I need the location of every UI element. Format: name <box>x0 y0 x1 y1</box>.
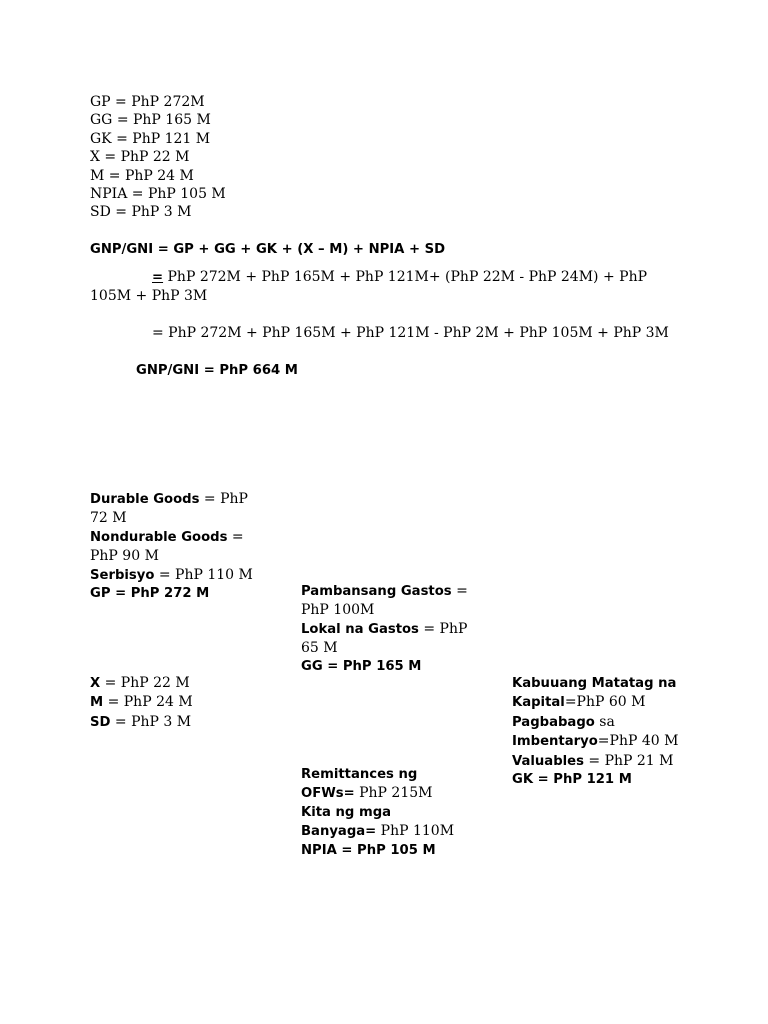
kita-ng-mga-label: Kita ng mga <box>301 804 392 820</box>
column-gg <box>301 582 501 676</box>
variable-npia: NPIA = PhP 105 M <box>90 186 226 203</box>
durable-goods-value: = PhP <box>199 491 248 507</box>
variable-x: X = PhP 22 M <box>90 149 190 166</box>
remittances-label: Remittances ng <box>301 767 418 782</box>
lokal-na-gastos-value-cont: 65 M <box>301 640 338 657</box>
column-gp <box>90 490 290 603</box>
nondurable-goods-value-cont: PhP 90 M <box>90 548 159 565</box>
x-label: X <box>90 676 101 691</box>
gk-total: GK = PhP 121 M <box>512 772 632 788</box>
imbentaryo-label: Imbentaryo <box>512 734 598 750</box>
m-value: = PhP 24 M <box>103 694 193 711</box>
kita-value: PhP 110M <box>376 823 455 840</box>
formula-step1-equals: = <box>152 270 164 285</box>
serbisyo-value: = PhP 110 M <box>154 566 253 583</box>
kapital-label: Kapital <box>512 695 565 711</box>
pambansang-gastos-value: = <box>451 583 468 599</box>
pagbabago-sa: sa <box>594 713 615 730</box>
pambansang-gastos-label: Pambansang Gastos <box>301 584 452 599</box>
ofws-label: OFWs= <box>301 786 355 802</box>
variable-gg: GG = PhP 165 M <box>90 112 211 129</box>
gg-total: GG = PhP 165 M <box>301 658 422 674</box>
pagbabago-label: Pagbabago <box>512 714 595 730</box>
durable-goods-label: Durable Goods <box>90 492 200 507</box>
npia-total: NPIA = PhP 105 M <box>301 842 436 858</box>
formula-step1-continued: 105M + PhP 3M <box>90 288 208 304</box>
variable-gp: GP = PhP 272M <box>90 94 205 110</box>
serbisyo-label: Serbisyo <box>90 567 155 583</box>
m-label: M <box>90 695 104 711</box>
sd-value: = PhP 3 M <box>110 713 192 730</box>
column-x-m-sd <box>90 674 290 732</box>
formula-step1 <box>152 268 647 287</box>
lokal-na-gastos-value: = PhP <box>418 620 468 637</box>
variable-sd: SD = PhP 3 M <box>90 204 192 221</box>
remittances-value: PhP 215M <box>354 785 433 802</box>
formula-step2: = PhP 272M + PhP 165M + PhP 121M - PhP 2M + PhP 105M + PhP 3M <box>152 325 669 341</box>
kabuuang-matatag-label: Kabuuang Matatag na <box>512 676 677 691</box>
imbentaryo-value: =PhP 40 M <box>597 733 679 750</box>
column-gk <box>512 675 732 789</box>
column-npia <box>301 766 501 860</box>
variable-list <box>90 93 226 222</box>
sd-label: SD <box>90 714 111 730</box>
variable-gk: GK = PhP 121 M <box>90 130 211 147</box>
durable-goods-value-cont: 72 M <box>90 510 127 527</box>
formula-step1-text: PhP 272M + PhP 165M + PhP 121M+ (PhP 22M - PhP 24M) + PhP <box>163 269 647 285</box>
formula-heading: GNP/GNI = GP + GG + GK + (X – M) + NPIA + SD <box>90 242 446 257</box>
nondurable-goods-value: = <box>227 528 244 545</box>
valuables-value: = PhP 21 M <box>583 752 674 769</box>
kapital-value: =PhP 60 M <box>564 694 646 711</box>
gp-total: GP = PhP 272 M <box>90 586 210 602</box>
valuables-label: Valuables <box>512 753 584 769</box>
variable-m: M = PhP 24 M <box>90 167 194 184</box>
banyaga-label: Banyaga= <box>301 824 377 840</box>
x-value: = PhP 22 M <box>100 675 190 691</box>
pambansang-gastos-value-cont: PhP 100M <box>301 602 375 619</box>
lokal-na-gastos-label: Lokal na Gastos <box>301 621 419 637</box>
formula-result: GNP/GNI = PhP 664 M <box>136 363 298 378</box>
nondurable-goods-label: Nondurable Goods <box>90 529 228 545</box>
